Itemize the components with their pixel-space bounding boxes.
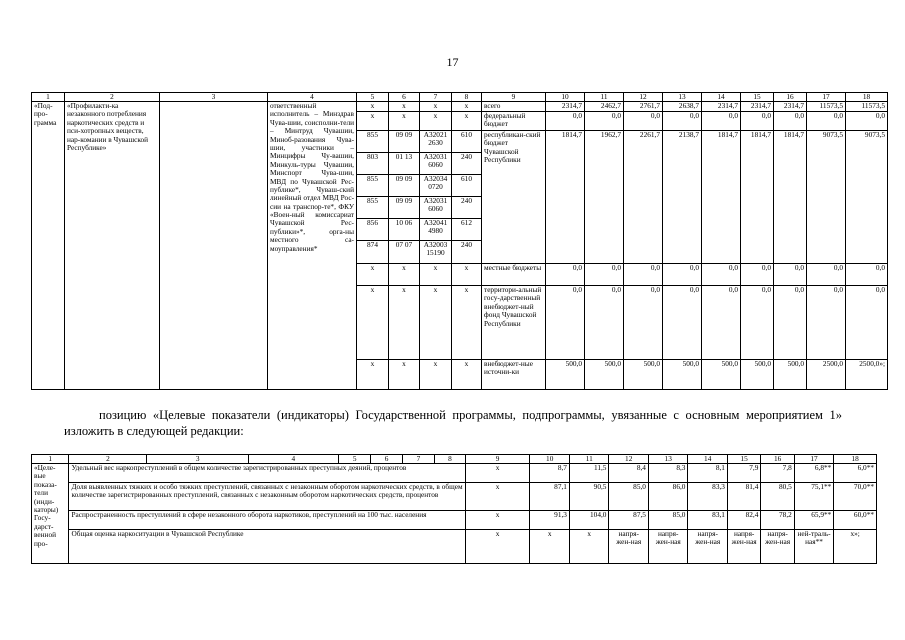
value-cell: 8,3 xyxy=(648,464,688,483)
value-cell: 60,0** xyxy=(834,511,877,530)
col-header: 17 xyxy=(794,455,834,464)
target-code-cell: А32034 0720 xyxy=(420,175,452,197)
value-cell: 1814,7 xyxy=(546,131,585,264)
value-cell: 2500,0»; xyxy=(846,360,888,390)
gov-code-cell: x xyxy=(357,264,389,286)
col-header: 6 xyxy=(389,93,420,102)
gov-code-cell: 803 xyxy=(357,153,389,175)
value-cell: 500,0 xyxy=(741,360,774,390)
value-cell: 0,0 xyxy=(702,112,741,131)
expense-type-cell: x xyxy=(452,264,482,286)
col-header: 8 xyxy=(452,93,482,102)
value-cell: 0,0 xyxy=(774,286,807,360)
section-code-cell: 09 09 xyxy=(389,175,420,197)
col-header: 1 xyxy=(32,93,65,102)
col-header: 1 xyxy=(32,455,69,464)
col-header: 13 xyxy=(663,93,702,102)
value-cell: 0,0 xyxy=(807,286,846,360)
col-header: 5 xyxy=(357,93,389,102)
value-cell: 500,0 xyxy=(546,360,585,390)
value-cell: напря-жен-ная xyxy=(727,530,760,564)
target-indicators-table xyxy=(31,454,877,564)
funding-source-cell: внебюджет-ные источни-ки xyxy=(482,360,546,390)
value-cell: 500,0 xyxy=(585,360,624,390)
value-cell: 0,0 xyxy=(741,286,774,360)
funding-source-cell: федеральный бюджет xyxy=(482,112,546,131)
col-header: 10 xyxy=(546,93,585,102)
value-cell: х xyxy=(530,530,570,564)
col-header: 16 xyxy=(761,455,794,464)
indicator-name-cell: Распространенность преступлений в сфере незаконного оборота наркотиков, преступлений на 100 тыс. населения xyxy=(69,511,465,530)
target-code-cell: А32041 4980 xyxy=(420,219,452,241)
table-row xyxy=(32,530,877,564)
value-cell: 86,0 xyxy=(648,483,688,511)
expense-type-cell: x xyxy=(452,112,482,131)
value-cell: 500,0 xyxy=(624,360,663,390)
value-cell: 2500,0 xyxy=(807,360,846,390)
funding-source-cell: всего xyxy=(482,102,546,112)
target-code-cell: А32021 2630 xyxy=(420,131,452,153)
empty-cell xyxy=(160,102,268,390)
value-cell: 2314,7 xyxy=(741,102,774,112)
value-cell: 11573,5 xyxy=(807,102,846,112)
value-cell: 0,0 xyxy=(624,286,663,360)
expense-type-cell: 612 xyxy=(452,219,482,241)
value-cell: 81,4 xyxy=(727,483,760,511)
value-cell: 0,0 xyxy=(846,286,888,360)
value-cell: 70,0** xyxy=(834,483,877,511)
col-header: 6 xyxy=(371,455,402,464)
value-cell: 8,4 xyxy=(609,464,649,483)
col-header: 5 xyxy=(338,455,370,464)
program-type-cell: «Под-про-грамма xyxy=(32,102,65,390)
value-cell: 500,0 xyxy=(702,360,741,390)
funding-source-cell: территори-альный госу-дарственный внебюджет-ный фонд Чувашской Республики xyxy=(482,286,546,360)
value-cell: 2261,7 xyxy=(624,131,663,264)
gov-code-cell: 874 xyxy=(357,241,389,264)
value-cell: 91,3 xyxy=(530,511,570,530)
expense-type-cell: 240 xyxy=(452,197,482,219)
table-header-row xyxy=(32,455,877,464)
expense-type-cell: x xyxy=(452,102,482,112)
col-header: 11 xyxy=(569,455,609,464)
value-cell: 9073,5 xyxy=(807,131,846,264)
section-code-cell: x xyxy=(389,112,420,131)
value-cell: 87,1 xyxy=(530,483,570,511)
col-header: 7 xyxy=(420,93,452,102)
indicator-name-cell: Удельный вес наркопреступлений в общем количестве зарегистрированных преступных деяний, процентов xyxy=(69,464,465,483)
value-cell: 0,0 xyxy=(546,264,585,286)
target-code-cell: А32031 6060 xyxy=(420,153,452,175)
section-code-cell: x xyxy=(389,102,420,112)
value-cell: 6,8** xyxy=(794,464,834,483)
table-row xyxy=(32,483,877,511)
value-cell: 8,7 xyxy=(530,464,570,483)
value-cell: напря-жен-ная xyxy=(609,530,649,564)
subprogram-financing-table xyxy=(31,92,888,390)
value-cell: 8,1 xyxy=(688,464,728,483)
value-cell: 2314,7 xyxy=(774,102,807,112)
value-cell: 2314,7 xyxy=(546,102,585,112)
value-cell: 2314,7 xyxy=(702,102,741,112)
value-cell: 11,5 xyxy=(569,464,609,483)
col-header: 11 xyxy=(585,93,624,102)
section-code-cell: x xyxy=(389,286,420,360)
expense-type-cell: 610 xyxy=(452,131,482,153)
target-code-cell: А32031 6060 xyxy=(420,197,452,219)
value-cell: 1814,7 xyxy=(741,131,774,264)
value-cell: 6,0** xyxy=(834,464,877,483)
expense-type-cell: 610 xyxy=(452,175,482,197)
value-cell: 0,0 xyxy=(624,112,663,131)
indicator-c9-cell: х xyxy=(465,530,530,564)
funding-source-cell: республикан-ский бюджет Чувашской Республики xyxy=(482,131,546,264)
col-header: 9 xyxy=(482,93,546,102)
col-header: 17 xyxy=(807,93,846,102)
target-code-cell: x xyxy=(420,102,452,112)
value-cell: 0,0 xyxy=(585,264,624,286)
value-cell: 83,3 xyxy=(688,483,728,511)
gov-code-cell: x xyxy=(357,286,389,360)
col-header: 15 xyxy=(741,93,774,102)
section-code-cell: 07 07 xyxy=(389,241,420,264)
value-cell: 0,0 xyxy=(585,112,624,131)
gov-code-cell: 855 xyxy=(357,197,389,219)
gov-code-cell: x xyxy=(357,112,389,131)
section-code-cell: x xyxy=(389,360,420,390)
expense-type-cell: x xyxy=(452,360,482,390)
col-header: 14 xyxy=(688,455,728,464)
value-cell: 83,1 xyxy=(688,511,728,530)
col-header: 2 xyxy=(65,93,160,102)
value-cell: ней-траль-ная** xyxy=(794,530,834,564)
value-cell: 0,0 xyxy=(846,264,888,286)
value-cell: 0,0 xyxy=(702,286,741,360)
table-row xyxy=(32,464,877,483)
value-cell: 0,0 xyxy=(741,112,774,131)
col-header: 7 xyxy=(402,455,434,464)
section-code-cell: 10 06 xyxy=(389,219,420,241)
section-code-cell: 09 09 xyxy=(389,197,420,219)
value-cell: 0,0 xyxy=(774,264,807,286)
value-cell: 9073,5 xyxy=(846,131,888,264)
value-cell: 0,0 xyxy=(741,264,774,286)
value-cell: 1814,7 xyxy=(702,131,741,264)
value-cell: 0,0 xyxy=(774,112,807,131)
target-code-cell: x xyxy=(420,264,452,286)
col-header: 3 xyxy=(147,455,248,464)
value-cell: 85,0 xyxy=(609,483,649,511)
col-header: 12 xyxy=(609,455,649,464)
indicator-c9-cell: х xyxy=(465,464,530,483)
funding-source-cell: местные бюджеты xyxy=(482,264,546,286)
target-code-cell: x xyxy=(420,112,452,131)
value-cell: 0,0 xyxy=(546,112,585,131)
expense-type-cell: 240 xyxy=(452,153,482,175)
value-cell: 500,0 xyxy=(663,360,702,390)
table-row xyxy=(32,511,877,530)
body-paragraph: позицию «Целевые показатели (индикаторы) Государственной программы, подпрограммы, увязанные с основным мероприятием 1» изложить в следующей редакции: xyxy=(64,408,842,438)
value-cell: напря-жен-ная xyxy=(648,530,688,564)
value-cell: 2761,7 xyxy=(624,102,663,112)
value-cell: 2462,7 xyxy=(585,102,624,112)
value-cell: 0,0 xyxy=(663,286,702,360)
value-cell: 90,5 xyxy=(569,483,609,511)
col-header: 9 xyxy=(465,455,530,464)
value-cell: 0,0 xyxy=(807,264,846,286)
value-cell: 0,0 xyxy=(663,112,702,131)
value-cell: 75,1** xyxy=(794,483,834,511)
col-header: 4 xyxy=(248,455,338,464)
indicator-name-cell: Общая оценка наркоситуации в Чувашской Республике xyxy=(69,530,465,564)
value-cell: 7,8 xyxy=(761,464,794,483)
value-cell: 2638,7 xyxy=(663,102,702,112)
indicator-name-cell: Доля выявленных тяжких и особо тяжких преступлений, связанных с незаконным оборотом наркотических средств, в общем количестве зарегистрированных преступлений, связанных с незаконным оборотом наркотических средств, процентов xyxy=(69,483,465,511)
value-cell: х xyxy=(569,530,609,564)
indicator-c9-cell: х xyxy=(465,511,530,530)
value-cell: 2138,7 xyxy=(663,131,702,264)
table-row xyxy=(32,102,888,112)
col-header: 8 xyxy=(435,455,465,464)
gov-code-cell: x xyxy=(357,360,389,390)
value-cell: 65,9** xyxy=(794,511,834,530)
target-code-cell: x xyxy=(420,286,452,360)
value-cell: 0,0 xyxy=(624,264,663,286)
value-cell: 11573,5 xyxy=(846,102,888,112)
gov-code-cell: 855 xyxy=(357,131,389,153)
indicators-label-cell: «Целе-вые показа-тели (инди-каторы) Госу-дарст-венной про- xyxy=(32,464,69,564)
gov-code-cell: x xyxy=(357,102,389,112)
col-header: 2 xyxy=(69,455,147,464)
table-header-row xyxy=(32,93,888,102)
section-code-cell: x xyxy=(389,264,420,286)
target-code-cell: x xyxy=(420,360,452,390)
page-number: 17 xyxy=(446,55,459,69)
col-header: 13 xyxy=(648,455,688,464)
expense-type-cell: x xyxy=(452,286,482,360)
target-code-cell: А32003 15190 xyxy=(420,241,452,264)
expense-type-cell: 240 xyxy=(452,241,482,264)
col-header: 18 xyxy=(846,93,888,102)
value-cell: х»; xyxy=(834,530,877,564)
value-cell: 0,0 xyxy=(702,264,741,286)
value-cell: 80,5 xyxy=(761,483,794,511)
subprogram-name-cell: «Профилакти-ка незаконного потребления наркотических средств и пси-хотропных веществ, нар-комании в Чувашской Республике» xyxy=(65,102,160,390)
indicator-c9-cell: х xyxy=(465,483,530,511)
value-cell: 0,0 xyxy=(585,286,624,360)
col-header: 10 xyxy=(530,455,570,464)
col-header: 4 xyxy=(268,93,357,102)
value-cell: 1814,7 xyxy=(774,131,807,264)
executors-cell: ответственный исполнитель – Минздрав Чува-шии, соисполни-тели – Минтруд Чувашии, Миноб-разования Чува-шии, участники – Минцифры Чу-вашии, Минкуль-туры Чувашии, Минспорт Чува-шии, МВД по Чувашской Рес-публике*, Чуваш-ский линейный отдел МВД Рос-сии на транспор-те*, ФКУ «Воен-ный комиссариат Чувашской Рес-публики»*, орга-ны местного са-моуправления* xyxy=(268,102,357,390)
value-cell: напря-жен-ная xyxy=(761,530,794,564)
value-cell: 85,0 xyxy=(648,511,688,530)
col-header: 3 xyxy=(160,93,268,102)
value-cell: 0,0 xyxy=(807,112,846,131)
value-cell: 82,4 xyxy=(727,511,760,530)
value-cell: 87,5 xyxy=(609,511,649,530)
section-code-cell: 01 13 xyxy=(389,153,420,175)
value-cell: 1962,7 xyxy=(585,131,624,264)
value-cell: 0,0 xyxy=(663,264,702,286)
section-code-cell: 09 09 xyxy=(389,131,420,153)
col-header: 15 xyxy=(727,455,760,464)
value-cell: 78,2 xyxy=(761,511,794,530)
col-header: 18 xyxy=(834,455,877,464)
value-cell: 500,0 xyxy=(774,360,807,390)
value-cell: напря-жен-ная xyxy=(688,530,728,564)
col-header: 14 xyxy=(702,93,741,102)
col-header: 16 xyxy=(774,93,807,102)
value-cell: 0,0 xyxy=(846,112,888,131)
value-cell: 7,9 xyxy=(727,464,760,483)
gov-code-cell: 856 xyxy=(357,219,389,241)
value-cell: 0,0 xyxy=(546,286,585,360)
gov-code-cell: 855 xyxy=(357,175,389,197)
col-header: 12 xyxy=(624,93,663,102)
value-cell: 104,0 xyxy=(569,511,609,530)
